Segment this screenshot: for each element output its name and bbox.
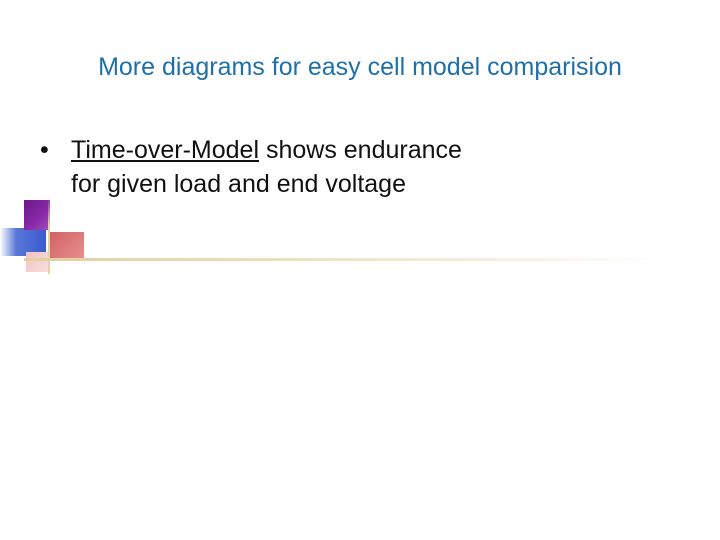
bullet-list: [40, 133, 680, 201]
bullet-text-line2: for given load and end voltage: [71, 170, 406, 198]
pink-square-decoration: [26, 252, 48, 272]
bullet-marker: •: [40, 136, 49, 164]
red-square-decoration: [48, 232, 84, 260]
horizontal-rule-decoration: [24, 258, 664, 261]
time-over-model-link[interactable]: Time-over-Model: [71, 136, 260, 164]
slide-title: More diagrams for easy cell model comparision: [98, 53, 622, 81]
bullet-text-line1: shows endurance: [259, 136, 462, 164]
vertical-rule-decoration: [48, 196, 50, 274]
bullet-item: [40, 133, 680, 201]
purple-square-decoration: [24, 200, 50, 230]
